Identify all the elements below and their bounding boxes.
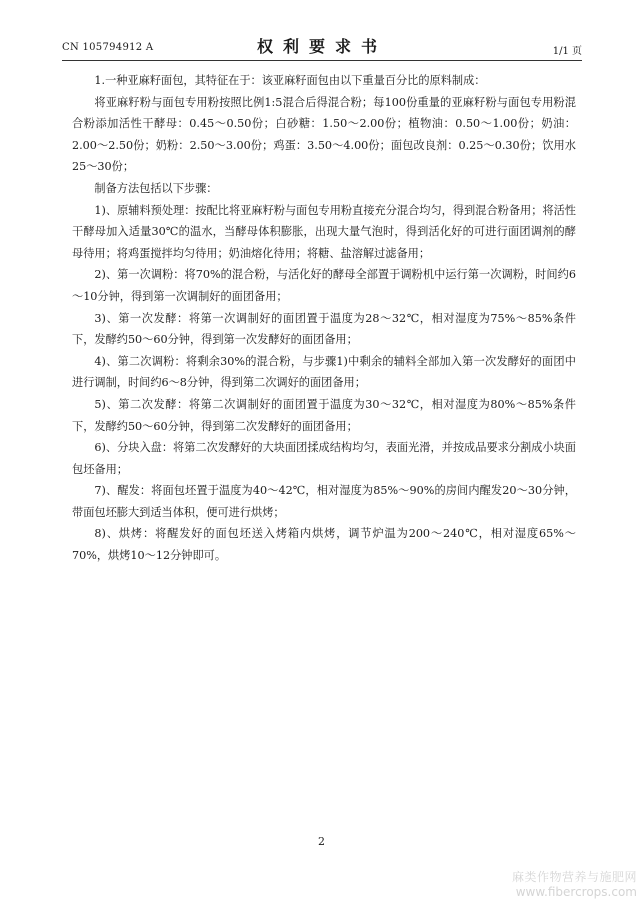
document-number: CN 105794912 A — [62, 42, 154, 53]
watermark-url: www.fibercrops.com — [515, 885, 637, 899]
claim-paragraph: 3)、第一次发酵：将第一次调制好的面团置于温度为28～32℃，相对湿度为75%～85%条件下，发酵约50～60分钟，得到第一次发酵好的面团备用； — [72, 311, 576, 347]
claim-paragraph: 8)、烘烤：将醒发好的面包坯送入烤箱内烘烤，调节炉温为200～240℃，相对湿度65%～70%，烘烤10～12分钟即可。 — [72, 527, 576, 563]
claim-paragraph: 7)、醒发：将面包坯置于温度为40～42℃，相对湿度为85%～90%的房间内醒发20～30分钟，带面包坯膨大到适当体积，便可进行烘烤； — [72, 484, 576, 519]
page-reference: 1/1 页 — [552, 46, 582, 57]
claim-paragraph: 6)、分块入盘：将第二次发酵好的大块面团揉成结构均匀，表面光滑，并按成品要求分割成小块面包坯备用； — [72, 441, 576, 476]
claim-paragraph: 1.一种亚麻籽面包，其特征在于：该亚麻籽面包由以下重量百分比的原料制成： — [94, 74, 486, 87]
claim-paragraph: 4)、第二次调粉：将剩余30%的混合粉，与步骤1)中剩余的辅料全部加入第一次发酵好的面团中进行调制，时间约6～8分钟，得到第二次调好的面团备用； — [72, 354, 576, 390]
claims-body — [72, 70, 576, 567]
claim-paragraph: 制备方法包括以下步骤： — [94, 181, 218, 195]
watermark-site-name: 麻类作物营养与施肥网 — [511, 870, 637, 884]
claim-paragraph: 2)、第一次调粉：将70%的混合粉，与活化好的酵母全部置于调粉机中运行第一次调粉，时间约6～10分钟，得到第一次调制好的面团备用； — [72, 268, 576, 303]
page-header — [62, 34, 582, 58]
page-number: 2 — [318, 835, 325, 848]
claim-paragraph: 5)、第二次发酵：将第二次调制好的面团置于温度为30～32℃，相对湿度为80%～85%条件下，发酵约50～60分钟，得到第二次发酵好的面团备用； — [72, 397, 576, 433]
claim-paragraph: 将亚麻籽粉与面包专用粉按照比例1:5混合后得混合粉；每100份重量的亚麻籽粉与面包专用粉混合粉添加活性干酵母：0.45～0.50份；白砂糖：1.50～2.00份；植物油：0.50～1.00份；奶油：2.00～2.50份；奶粉：2.50～3.00份；鸡蛋：3.50～4.00份；面包改良剂：0.25～0.30份；饮用水25～30份； — [72, 95, 576, 174]
document-title: 权利要求书 — [256, 37, 387, 56]
header-divider — [62, 60, 582, 61]
site-watermark — [512, 870, 637, 900]
claim-paragraph: 1)、原辅料预处理：按配比将亚麻籽粉与面包专用粉直接充分混合均匀，得到混合粉备用；将活性干酵母加入适量30℃的温水，当酵母体积膨胀，出现大量气泡时，得到活化好的可进行面团调剂的酵母待用；将鸡蛋搅拌均匀待用；奶油熔化待用；将糖、盐溶解过滤备用； — [72, 203, 576, 260]
